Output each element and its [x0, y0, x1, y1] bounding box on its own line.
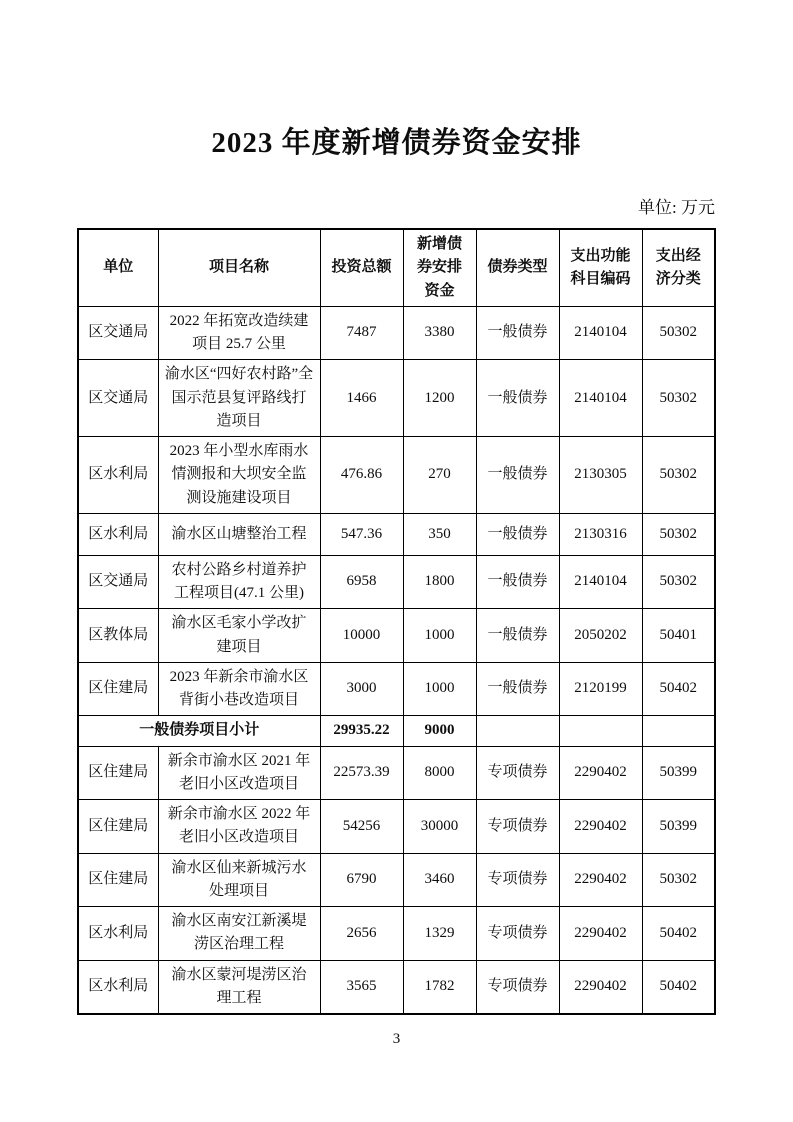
new-bond-amount-cell: 30000	[403, 800, 476, 854]
unit-cell: 区交通局	[78, 306, 158, 360]
total-investment-cell: 54256	[320, 800, 403, 854]
page-number: 3	[392, 1031, 401, 1047]
project-name-cell: 渝水区蒙河堤涝区治理工程	[158, 960, 320, 1014]
function-code-cell: 2130316	[559, 513, 642, 555]
economic-class-cell: 50302	[642, 306, 715, 360]
unit-cell: 区住建局	[78, 662, 158, 716]
unit-cell: 区水利局	[78, 960, 158, 1014]
table-row	[78, 800, 715, 854]
new-bond-amount-cell: 1200	[403, 360, 476, 437]
bond-type-cell: 专项债券	[476, 746, 559, 800]
project-name-cell: 农村公路乡村道养护工程项目(47.1 公里)	[158, 555, 320, 609]
header-function-code: 支出功能科目编码	[559, 229, 642, 306]
total-investment-cell: 29935.22	[320, 716, 403, 746]
new-bond-amount-cell: 1782	[403, 960, 476, 1014]
project-name-cell: 渝水区南安江新溪堤涝区治理工程	[158, 907, 320, 961]
function-code-cell: 2140104	[559, 360, 642, 437]
economic-class-cell: 50402	[642, 960, 715, 1014]
bond-type-cell: 一般债券	[476, 306, 559, 360]
new-bond-amount-cell: 8000	[403, 746, 476, 800]
bond-type-cell: 一般债券	[476, 662, 559, 716]
bond-type-cell: 一般债券	[476, 609, 559, 663]
bond-type-cell: 专项债券	[476, 800, 559, 854]
project-name-cell: 新余市渝水区 2022 年老旧小区改造项目	[158, 800, 320, 854]
total-investment-cell: 7487	[320, 306, 403, 360]
function-code-cell: 2130305	[559, 437, 642, 514]
unit-cell: 区住建局	[78, 746, 158, 800]
table-row	[78, 662, 715, 716]
table-header	[78, 229, 715, 306]
new-bond-amount-cell: 1000	[403, 609, 476, 663]
project-name-cell: 渝水区“四好农村路”全国示范县复评路线打造项目	[158, 360, 320, 437]
table-row	[78, 513, 715, 555]
new-bond-amount-cell: 270	[403, 437, 476, 514]
function-code-cell: 2140104	[559, 555, 642, 609]
function-code-cell: 2120199	[559, 662, 642, 716]
new-bond-amount-cell: 350	[403, 513, 476, 555]
project-name-cell: 渝水区毛家小学改扩建项目	[158, 609, 320, 663]
economic-class-cell: 50399	[642, 800, 715, 854]
unit-cell: 区住建局	[78, 853, 158, 907]
total-investment-cell: 476.86	[320, 437, 403, 514]
unit-cell: 区交通局	[78, 360, 158, 437]
function-code-cell: 2290402	[559, 800, 642, 854]
header-row	[78, 229, 715, 306]
new-bond-amount-cell: 1000	[403, 662, 476, 716]
project-name-cell: 新余市渝水区 2021 年老旧小区改造项目	[158, 746, 320, 800]
economic-class-cell: 50302	[642, 853, 715, 907]
total-investment-cell: 6958	[320, 555, 403, 609]
table-row	[78, 555, 715, 609]
bond-type-cell: 一般债券	[476, 437, 559, 514]
new-bond-amount-cell: 1800	[403, 555, 476, 609]
economic-class-cell: 50399	[642, 746, 715, 800]
bond-type-cell	[476, 716, 559, 746]
new-bond-amount-cell: 3380	[403, 306, 476, 360]
table-row	[78, 360, 715, 437]
total-investment-cell: 3000	[320, 662, 403, 716]
economic-class-cell: 50302	[642, 360, 715, 437]
table-row	[78, 746, 715, 800]
total-investment-cell: 547.36	[320, 513, 403, 555]
bond-type-cell: 专项债券	[476, 907, 559, 961]
bond-type-cell: 一般债券	[476, 513, 559, 555]
table-row	[78, 960, 715, 1014]
total-investment-cell: 6790	[320, 853, 403, 907]
function-code-cell	[559, 716, 642, 746]
table-row	[78, 907, 715, 961]
function-code-cell: 2290402	[559, 907, 642, 961]
unit-note: 单位: 万元	[638, 198, 715, 217]
economic-class-cell	[642, 716, 715, 746]
total-investment-cell: 22573.39	[320, 746, 403, 800]
bond-type-cell: 专项债券	[476, 853, 559, 907]
total-investment-cell: 1466	[320, 360, 403, 437]
project-name-cell: 渝水区仙来新城污水处理项目	[158, 853, 320, 907]
subtotal-label-cell: 一般债券项目小计	[78, 716, 320, 746]
unit-cell: 区水利局	[78, 513, 158, 555]
header-economic-class: 支出经济分类	[642, 229, 715, 306]
economic-class-cell: 50401	[642, 609, 715, 663]
header-project-name: 项目名称	[158, 229, 320, 306]
unit-cell: 区住建局	[78, 800, 158, 854]
header-total-investment: 投资总额	[320, 229, 403, 306]
new-bond-amount-cell: 3460	[403, 853, 476, 907]
bond-type-cell: 一般债券	[476, 360, 559, 437]
new-bond-amount-cell: 1329	[403, 907, 476, 961]
header-new-bond-amount: 新增债券安排资金	[403, 229, 476, 306]
economic-class-cell: 50302	[642, 513, 715, 555]
bond-budget-table	[77, 228, 716, 1015]
header-bond-type: 债券类型	[476, 229, 559, 306]
total-investment-cell: 3565	[320, 960, 403, 1014]
function-code-cell: 2290402	[559, 746, 642, 800]
table-row	[78, 609, 715, 663]
page-title: 2023 年度新增债券资金安排	[211, 127, 582, 159]
project-name-cell: 渝水区山塘整治工程	[158, 513, 320, 555]
economic-class-cell: 50402	[642, 907, 715, 961]
project-name-cell: 2022 年拓宽改造续建项目 25.7 公里	[158, 306, 320, 360]
function-code-cell: 2140104	[559, 306, 642, 360]
subtotal-row	[78, 716, 715, 746]
bond-type-cell: 一般债券	[476, 555, 559, 609]
unit-cell: 区水利局	[78, 907, 158, 961]
table-row	[78, 853, 715, 907]
unit-cell: 区教体局	[78, 609, 158, 663]
function-code-cell: 2050202	[559, 609, 642, 663]
function-code-cell: 2290402	[559, 853, 642, 907]
total-investment-cell: 10000	[320, 609, 403, 663]
project-name-cell: 2023 年新余市渝水区背街小巷改造项目	[158, 662, 320, 716]
new-bond-amount-cell: 9000	[403, 716, 476, 746]
table-row	[78, 306, 715, 360]
header-unit: 单位	[78, 229, 158, 306]
economic-class-cell: 50402	[642, 662, 715, 716]
economic-class-cell: 50302	[642, 555, 715, 609]
project-name-cell: 2023 年小型水库雨水情测报和大坝安全监测设施建设项目	[158, 437, 320, 514]
bond-type-cell: 专项债券	[476, 960, 559, 1014]
table-body	[78, 306, 715, 1014]
economic-class-cell: 50302	[642, 437, 715, 514]
unit-cell: 区水利局	[78, 437, 158, 514]
total-investment-cell: 2656	[320, 907, 403, 961]
table-row	[78, 437, 715, 514]
unit-cell: 区交通局	[78, 555, 158, 609]
function-code-cell: 2290402	[559, 960, 642, 1014]
